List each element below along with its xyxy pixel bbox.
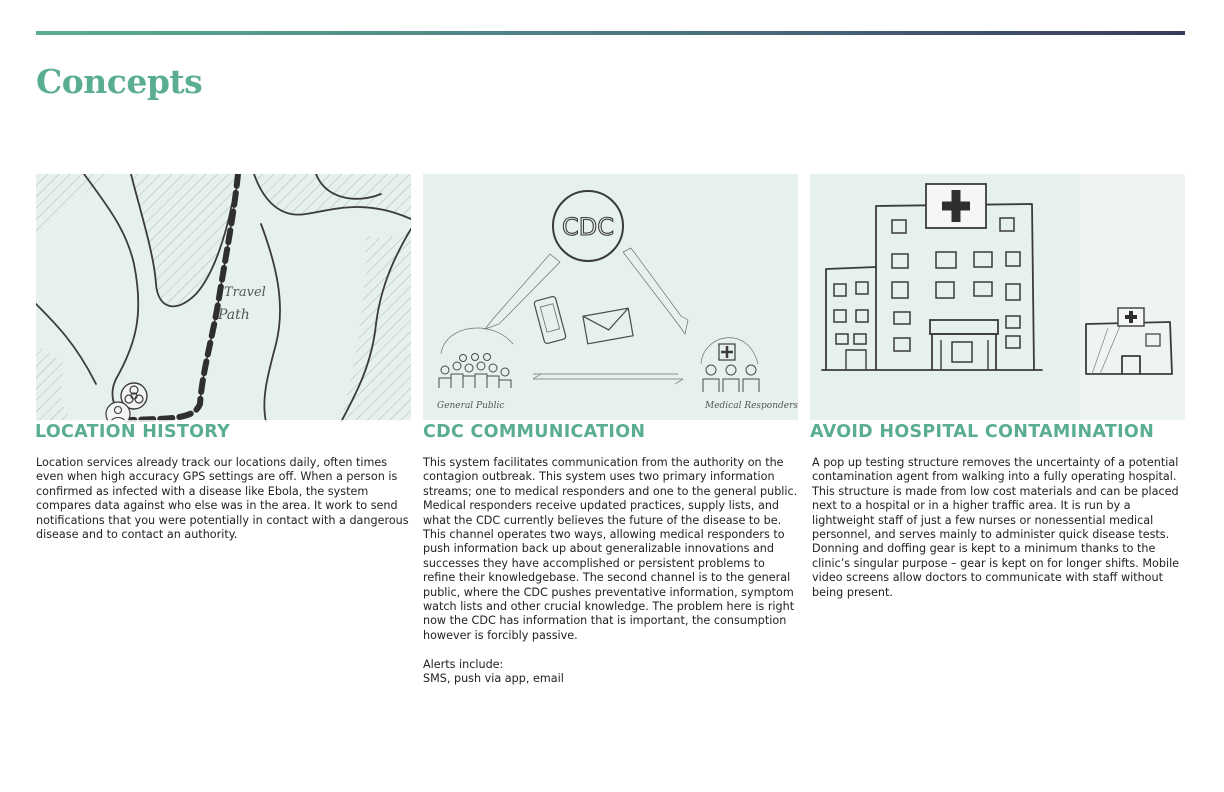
sketch-hospital xyxy=(810,174,1185,422)
concept-cdc-communication xyxy=(423,174,798,686)
alerts-paragraph: Alerts include: SMS, push via app, email xyxy=(423,657,564,686)
page-title: Concepts xyxy=(36,62,203,101)
sketch-label-travel: Travel xyxy=(224,285,266,300)
sketch-cdc-communication xyxy=(423,174,798,422)
sketch-location-history xyxy=(36,174,411,422)
sketch-label-general-public: General Public xyxy=(437,401,505,411)
body-paragraph: This system facilitates communication from the authority on the contagion outbreak. This system uses two primary information streams; one to medical responders and one to the general public. Medical responders receive updated practices, supply lists, and what the CDC currently believes the future of the disease to be. This channel operates two ways, allowing medical responders to push information back up about generalizable innovations and successes they have accomplished or persistent problems to refine their knowledgebase. The second channel is to the general public, where the CDC pushes preventative information, symptom watch lists and other crucial knowledge. The problem here is right now the CDC has information that is important, the consumption however is forcibly passive. xyxy=(423,456,798,642)
section-body xyxy=(423,456,798,686)
body-paragraph: A pop up testing structure removes the uncertainty of a potential contamination agent from walking into a fully operating hospital. This structure is made from low cost materials and can be placed next to a hospital or in a higher traffic area. It is run by a lightweight staff of just a few nurses or nonessential medical personnel, and serves mainly to administer quick disease tests. Donning and doffing gear is kept to a minimum thanks to the clinic’s singular purpose – gear is kept on for longer shifts. Mobile video screens allow doctors to communicate with staff without being present. xyxy=(812,456,1180,599)
section-body xyxy=(36,456,411,542)
concept-location-history xyxy=(36,174,411,542)
sketch-label-path: Path xyxy=(218,307,250,323)
heading-band xyxy=(36,420,411,441)
sketch-label-medical-responders: Medical Responders xyxy=(705,401,798,411)
section-body xyxy=(810,456,1185,600)
section-heading: CDC COMMUNICATION xyxy=(423,422,646,442)
heading-band xyxy=(423,420,798,441)
top-rule xyxy=(36,31,1185,35)
section-heading: LOCATION HISTORY xyxy=(35,422,231,442)
concept-avoid-hospital-contamination xyxy=(810,174,1185,600)
body-paragraph: Location services already track our locations daily, often times even when high accuracy GPS settings are off. When a person is confirmed as infected with a disease like Ebola, the system compares data against who else was in the area. It work to send notifications that you were potentially in contact with a dangerous disease and to contact an authority. xyxy=(36,456,409,542)
heading-band xyxy=(810,420,1185,441)
cdc-logo-text: CDC xyxy=(562,213,614,241)
section-heading: AVOID HOSPITAL CONTAMINATION xyxy=(810,422,1155,442)
